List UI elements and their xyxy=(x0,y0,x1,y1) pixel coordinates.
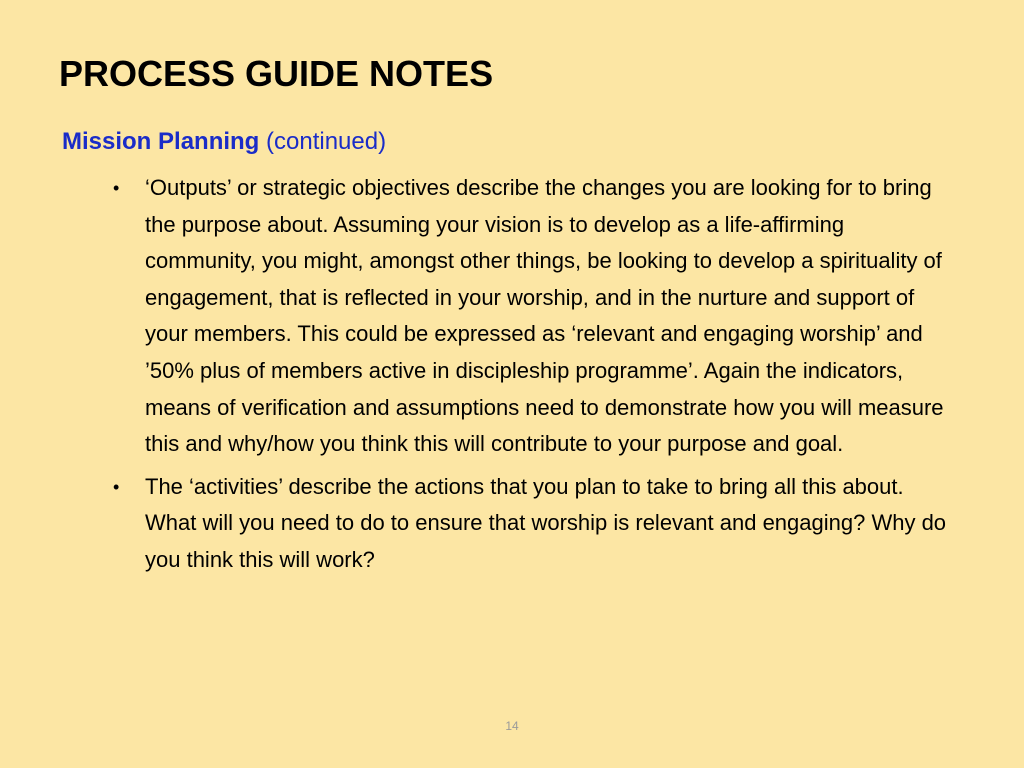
bullet-text: The ‘activities’ describe the actions that you plan to take to bring all this about. What will you need to do to ensure that worship is relevant and engaging? Why do you think this will work? xyxy=(145,473,947,572)
bullet-text: ‘Outputs’ or strategic objectives describe the changes you are looking for to bring the purpose about. Assuming your vision is to develop as a life-affirming community, you might, amongst other things, be looking to develop a spirituality of engagement, that is reflected in your worship, and in the nurture and support of your members. This could be expressed as ‘relevant and engaging worship’ and ’50% plus of members active in discipleship programme’. Again the indicators, means of verification and assumptions need to demonstrate how you will measure this and why/how you think this will contribute to your purpose and goal. xyxy=(145,175,944,457)
page-number: 14 xyxy=(505,719,519,733)
bullet-list xyxy=(110,170,960,585)
bullet-marker: • xyxy=(113,476,120,497)
bullet-marker: • xyxy=(113,178,120,198)
section-heading-main: Mission Planning xyxy=(62,128,260,155)
bullet-item-outputs xyxy=(110,170,960,463)
section-heading xyxy=(62,126,386,158)
bullet-item-activities xyxy=(110,469,960,579)
section-heading-sub: (continued) xyxy=(266,128,387,155)
slide-title: PROCESS GUIDE NOTES xyxy=(59,53,494,94)
